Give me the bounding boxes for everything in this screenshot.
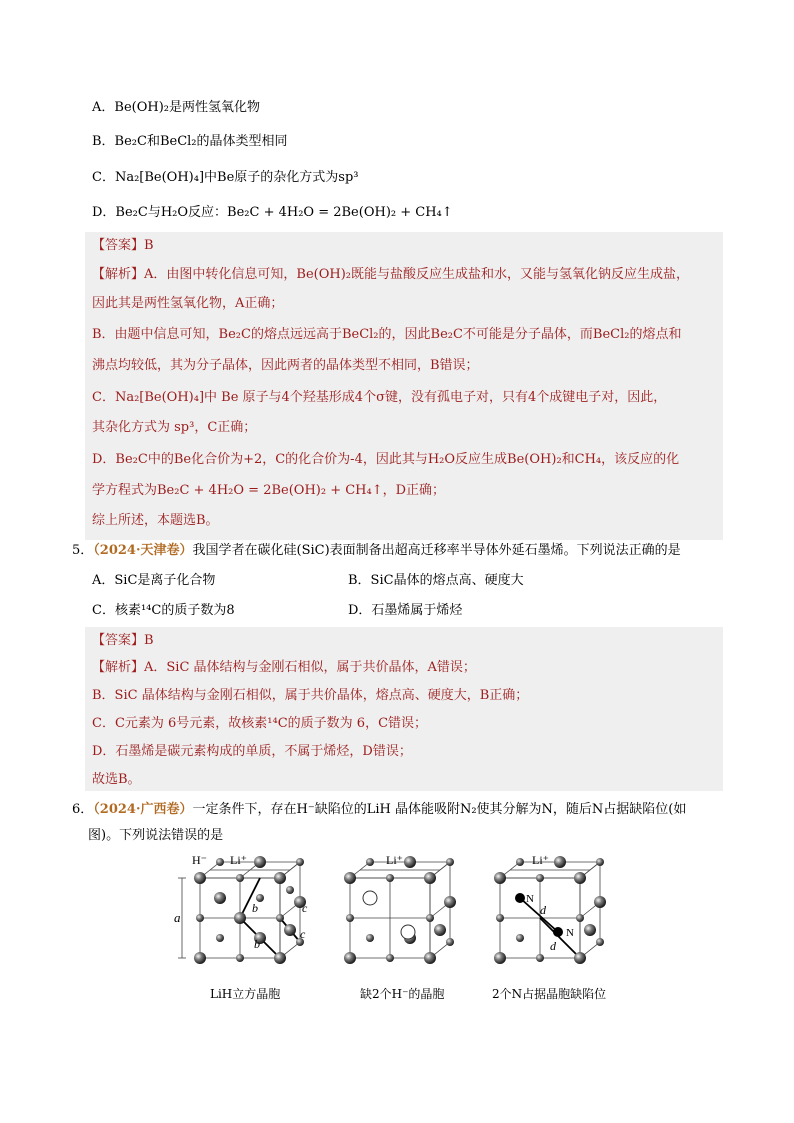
q4-explanation-2: 因此其是两性氢氧化物，A正确； [92,296,284,311]
q4-explanation-3: B．由题中信息可知，Be₂C的熔点远远高于BeCl₂的，因此Be₂C不可能是分子晶体，而BeCl₂的熔点和 [92,327,682,342]
q4-explanation-8: 学方程式为Be₂C + 4H₂O = 2Be(OH)₂ + CH₄↑，D正确； [92,483,446,498]
label-d-1: d [540,903,546,917]
q5-answer: 【答案】B [92,633,154,648]
q4-option-d: D．Be₂C与H₂O反应：Be₂C + 4H₂O = 2Be(OH)₂ + CH₄↑ [92,205,453,220]
label-li-plus-3: Li⁺ [532,853,549,867]
q5-stem: 我国学者在碳化硅(SiC)表面制备出超高迁移率半导体外延石墨烯。下列说法正确的是 [192,543,681,558]
q6-stem-2: 图)。下列说法错误的是 [88,828,224,843]
label-b-1: b [252,901,258,915]
label-n-2: N [566,927,574,939]
defect-cell [344,853,456,964]
q5-number: 5． [72,543,94,558]
q5-answer-box [85,627,723,791]
vacancy-2 [401,925,415,939]
q5-explanation-1: 【解析】A．SiC 晶体结构与金刚石相似，属于共价晶体，A错误； [92,660,476,675]
q4-explanation-1: 【解析】A．由图中转化信息可知，Be(OH)₂既能与盐酸反应生成盐和水，又能与氢氧化钠反应生成盐， [92,267,689,282]
n-atom-2 [553,927,563,937]
q5-option-a: A．SiC是离子化合物 [92,573,216,588]
label-li-plus-2: Li⁺ [386,853,403,867]
fig2-caption: 缺2个H⁻的晶胞 [360,987,445,1001]
q4-explanation-6: 其杂化方式为 sp³，C正确； [92,420,257,435]
q5-explanation-4: D．石墨烯是碳元素构成的单质，不属于烯烃，D错误； [92,744,412,759]
q6-stem-line-1 [72,800,686,820]
label-h-minus: H⁻ [192,853,207,867]
q5-explanation-2: B．SiC 晶体结构与金刚石相似，属于共价晶体，熔点高、硬度大，B正确； [92,688,529,703]
q6-stem-1: 一定条件下，存在H⁻缺陷位的LiH 晶体能吸附N₂使其分解为N，随后N占据缺陷位(如 [192,802,687,817]
q4-option-b: B．Be₂C和BeCl₂的晶体类型相同 [92,134,288,149]
q5-explanation-5: 故选B。 [92,772,141,787]
q6-number: 6． [72,802,94,817]
label-a: a [174,910,181,925]
q4-explanation-5: C．Na₂[Be(OH)₄]中 Be 原子与4个羟基形成4个σ键，没有孤电子对，只有4个成键电子对，因此， [92,390,667,405]
q5-source: （2024·天津卷） [93,543,193,558]
q4-explanation-9: 综上所述，本题选B。 [92,513,219,528]
q5-option-d: D．石墨烯属于烯烃 [348,603,463,618]
q4-explanation-7: D．Be₂C中的Be化合价为+2，C的化合价为-4，因此其与H₂O反应生成Be(OH)₂和CH₄，该反应的化 [92,452,680,467]
n-atom-1 [515,893,525,903]
lih-atoms [194,856,306,964]
q5-explanation-3: C．C元素为 6号元素，故核素¹⁴C的质子数为 6，C错误； [92,716,428,731]
fig1-caption: LiH立方晶胞 [210,987,281,1001]
label-c-2: c [300,927,306,941]
q5-option-b: B．SiC晶体的熔点高、硬度大 [348,573,524,588]
q4-explanation-4: 沸点均较低，其为分子晶体，因此两者的晶体类型不相同，B错误； [92,358,479,373]
label-c-1: c [302,901,308,915]
q4-option-a: A．Be(OH)₂是两性氢氧化物 [92,100,260,115]
q4-answer: 【答案】B [92,238,154,253]
q6-source: （2024·广西卷） [93,802,193,817]
q4-option-c: C．Na₂[Be(OH)₄]中Be原子的杂化方式为sp³ [92,170,359,185]
label-d-2: d [550,939,556,953]
label-n-1: N [526,893,534,905]
q5-option-c: C．核素¹⁴C的质子数为8 [92,603,235,618]
n-occupied-cell [494,853,606,964]
label-b-2: b [254,937,260,951]
q5-stem-line [72,541,681,561]
vacancy-1 [363,891,377,905]
fig3-caption: 2个N占据晶胞缺陷位 [492,987,607,1001]
label-li-plus-1: Li⁺ [230,853,247,867]
